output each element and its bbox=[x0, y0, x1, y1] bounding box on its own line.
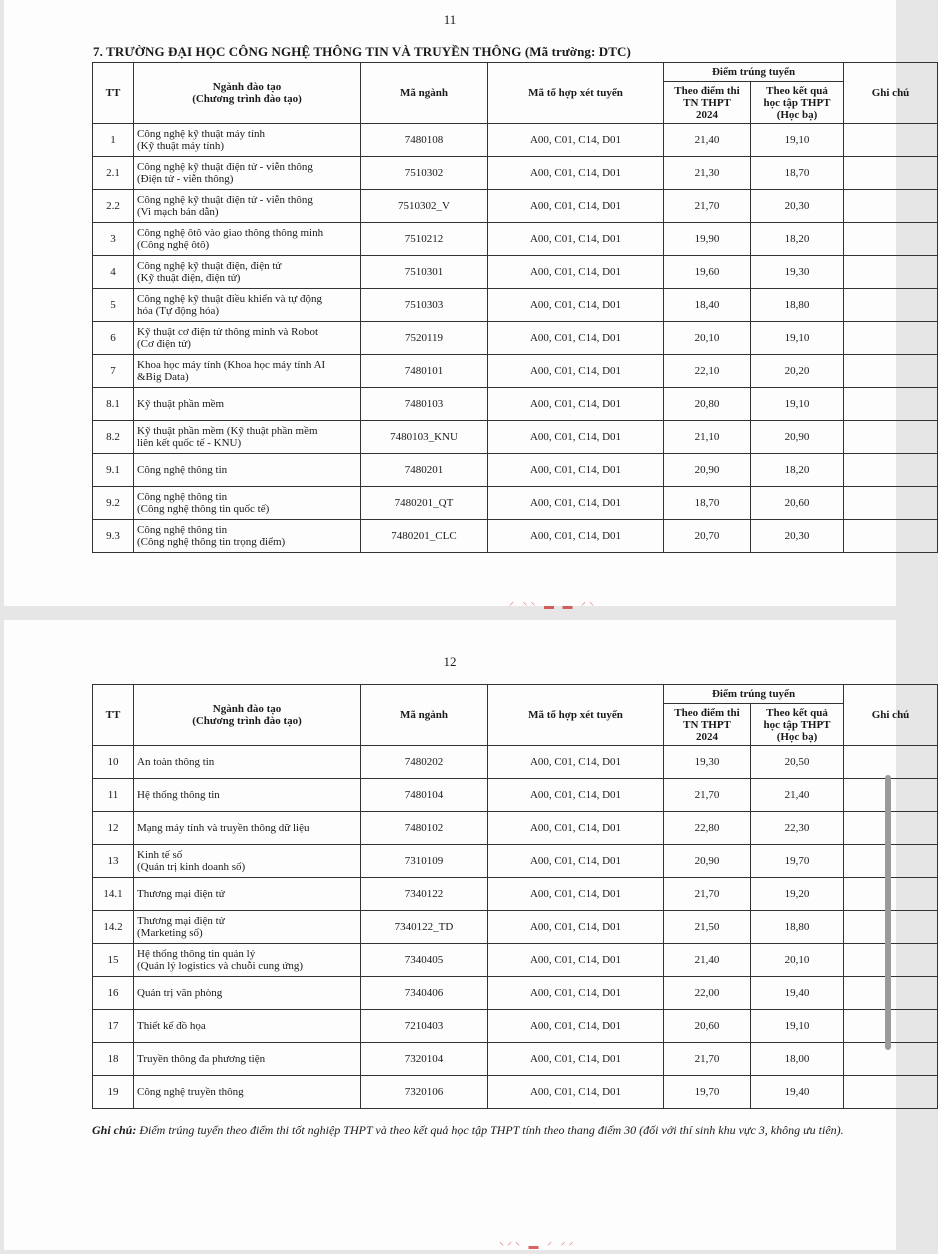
cell-diem-hoc-ba: 19,40 bbox=[751, 977, 844, 1010]
page-number: 12 bbox=[443, 654, 457, 669]
cell-diem-hoc-ba: 20,30 bbox=[751, 190, 844, 223]
scrollbar-thumb[interactable] bbox=[885, 775, 891, 1050]
cell-tt: 12 bbox=[93, 812, 134, 845]
table-row bbox=[93, 911, 938, 944]
cell-to-hop: A00, C01, C14, D01 bbox=[488, 746, 664, 779]
cell-diem-hoc-ba: 19,10 bbox=[751, 124, 844, 157]
cell-diem-thpt: 19,90 bbox=[664, 223, 751, 256]
header-ma-nganh: Mã ngành bbox=[361, 685, 488, 746]
cell-ghi-chu bbox=[844, 124, 938, 157]
cell-ma-nganh: 7340405 bbox=[361, 944, 488, 977]
cell-ghi-chu bbox=[844, 487, 938, 520]
cell-ma-nganh: 7510302 bbox=[361, 157, 488, 190]
cell-ghi-chu bbox=[844, 520, 938, 553]
header-ghi-chu: Ghi chú bbox=[844, 63, 938, 124]
table-row bbox=[93, 289, 938, 322]
cell-to-hop: A00, C01, C14, D01 bbox=[488, 1043, 664, 1076]
cell-tt: 4 bbox=[93, 256, 134, 289]
cell-diem-hoc-ba: 18,00 bbox=[751, 1043, 844, 1076]
cell-diem-hoc-ba: 19,70 bbox=[751, 845, 844, 878]
cell-nganh bbox=[134, 746, 361, 779]
cell-ghi-chu bbox=[844, 190, 938, 223]
cell-nganh bbox=[134, 944, 361, 977]
table-row bbox=[93, 157, 938, 190]
table-row bbox=[93, 878, 938, 911]
cell-nganh bbox=[134, 1010, 361, 1043]
cell-to-hop: A00, C01, C14, D01 bbox=[488, 845, 664, 878]
program-name: Công nghệ kỹ thuật máy tính bbox=[137, 128, 266, 140]
program-name: Kỹ thuật phần mềm (Kỹ thuật phần mềm bbox=[137, 425, 318, 437]
cell-ma-nganh: 7480102 bbox=[361, 812, 488, 845]
header-diem-trung-tuyen: Điểm trúng tuyển bbox=[664, 63, 844, 82]
cell-diem-thpt: 20,90 bbox=[664, 454, 751, 487]
program-name: Công nghệ truyền thông bbox=[137, 1086, 244, 1098]
program-name: Công nghệ thông tin bbox=[137, 524, 228, 536]
cell-ma-nganh: 7510212 bbox=[361, 223, 488, 256]
admission-score-table-1 bbox=[92, 62, 938, 553]
cell-ghi-chu bbox=[844, 421, 938, 454]
cell-nganh bbox=[134, 355, 361, 388]
program-subname: liên kết quốc tế - KNU) bbox=[137, 437, 242, 449]
program-subname: (Kỹ thuật máy tính) bbox=[137, 140, 225, 152]
cell-diem-hoc-ba: 19,10 bbox=[751, 388, 844, 421]
program-name: Quản trị văn phòng bbox=[137, 987, 223, 999]
cell-to-hop: A00, C01, C14, D01 bbox=[488, 256, 664, 289]
cell-to-hop: A00, C01, C14, D01 bbox=[488, 878, 664, 911]
page-number: 11 bbox=[443, 12, 457, 27]
program-name: Kinh tế số bbox=[137, 849, 183, 861]
cell-tt: 5 bbox=[93, 289, 134, 322]
cell-nganh bbox=[134, 421, 361, 454]
header-tt: TT bbox=[93, 685, 134, 746]
cell-tt: 9.3 bbox=[93, 520, 134, 553]
cell-ma-nganh: 7480103_KNU bbox=[361, 421, 488, 454]
cell-nganh bbox=[134, 878, 361, 911]
cell-ghi-chu bbox=[844, 454, 938, 487]
document-page-12 bbox=[4, 620, 910, 1252]
cell-ma-nganh: 7320104 bbox=[361, 1043, 488, 1076]
cell-nganh bbox=[134, 977, 361, 1010]
cell-to-hop: A00, C01, C14, D01 bbox=[488, 289, 664, 322]
cell-to-hop: A00, C01, C14, D01 bbox=[488, 779, 664, 812]
program-name: Kỹ thuật phần mềm bbox=[137, 398, 225, 410]
cell-diem-thpt: 19,70 bbox=[664, 1076, 751, 1109]
cell-diem-thpt: 21,70 bbox=[664, 190, 751, 223]
header-ma-nganh: Mã ngành bbox=[361, 63, 488, 124]
cell-diem-hoc-ba: 19,10 bbox=[751, 322, 844, 355]
cell-ghi-chu bbox=[844, 289, 938, 322]
header-to-hop: Mã tổ hợp xét tuyển bbox=[488, 63, 664, 124]
cell-ghi-chu bbox=[844, 1076, 938, 1109]
cell-ma-nganh: 7480202 bbox=[361, 746, 488, 779]
cell-ma-nganh: 7210403 bbox=[361, 1010, 488, 1043]
table-row bbox=[93, 1043, 938, 1076]
table-row bbox=[93, 256, 938, 289]
cell-diem-thpt: 20,60 bbox=[664, 1010, 751, 1043]
cell-ma-nganh: 7340122_TD bbox=[361, 911, 488, 944]
program-subname: (Công nghệ thông tin quốc tế) bbox=[137, 503, 270, 515]
cell-diem-hoc-ba: 21,40 bbox=[751, 779, 844, 812]
section-title: 7. TRƯỜNG ĐẠI HỌC CÔNG NGHỆ THÔNG TIN VÀ TRUYỀN THÔNG (Mã trường: DTC) bbox=[93, 44, 631, 59]
program-name: Mạng máy tính và truyền thông dữ liệu bbox=[137, 822, 310, 834]
cell-diem-hoc-ba: 18,20 bbox=[751, 454, 844, 487]
cell-nganh bbox=[134, 520, 361, 553]
cell-diem-thpt: 18,70 bbox=[664, 487, 751, 520]
table-row bbox=[93, 1010, 938, 1043]
cell-tt: 9.1 bbox=[93, 454, 134, 487]
program-name: Hệ thống thông tin quản lý bbox=[137, 948, 256, 960]
cell-ghi-chu bbox=[844, 388, 938, 421]
document-page-11 bbox=[4, 0, 910, 612]
cell-to-hop: A00, C01, C14, D01 bbox=[488, 355, 664, 388]
cell-tt: 16 bbox=[93, 977, 134, 1010]
cell-diem-hoc-ba: 19,20 bbox=[751, 878, 844, 911]
cell-diem-hoc-ba: 19,10 bbox=[751, 1010, 844, 1043]
program-subname: (Quản lý logistics và chuỗi cung ứng) bbox=[137, 960, 304, 972]
program-subname: (Marketing số) bbox=[137, 927, 203, 939]
cell-nganh bbox=[134, 779, 361, 812]
program-subname: (Điện tử - viễn thông) bbox=[137, 173, 234, 185]
table-row bbox=[93, 454, 938, 487]
cell-to-hop: A00, C01, C14, D01 bbox=[488, 190, 664, 223]
program-subname: (Cơ điện tử) bbox=[137, 338, 191, 350]
cell-diem-thpt: 22,10 bbox=[664, 355, 751, 388]
cell-ghi-chu bbox=[844, 157, 938, 190]
stamp-mark: ⸍ ⸌⸌ ▬ ▬ ⸍⸌ bbox=[509, 601, 597, 612]
cell-tt: 15 bbox=[93, 944, 134, 977]
program-name: Thiết kế đồ họa bbox=[137, 1020, 206, 1032]
cell-to-hop: A00, C01, C14, D01 bbox=[488, 157, 664, 190]
program-name: Kỹ thuật cơ điện tử thông minh và Robot bbox=[137, 326, 319, 338]
program-name: An toàn thông tin bbox=[137, 756, 215, 768]
cell-tt: 14.2 bbox=[93, 911, 134, 944]
table-row bbox=[93, 944, 938, 977]
cell-diem-hoc-ba: 20,20 bbox=[751, 355, 844, 388]
program-name: Truyền thông đa phương tiện bbox=[137, 1053, 266, 1065]
program-subname: &Big Data) bbox=[137, 371, 189, 383]
header-thpt: Theo điểm thi TN THPT 2024 bbox=[664, 704, 751, 746]
cell-nganh bbox=[134, 812, 361, 845]
cell-ghi-chu bbox=[844, 746, 938, 779]
cell-tt: 8.2 bbox=[93, 421, 134, 454]
cell-nganh bbox=[134, 911, 361, 944]
cell-diem-thpt: 19,60 bbox=[664, 256, 751, 289]
cell-ghi-chu bbox=[844, 322, 938, 355]
header-ghi-chu: Ghi chú bbox=[844, 685, 938, 746]
table-row bbox=[93, 322, 938, 355]
header-hoc-ba: Theo kết quả học tập THPT (Học bạ) bbox=[751, 82, 844, 124]
cell-to-hop: A00, C01, C14, D01 bbox=[488, 454, 664, 487]
program-name: Công nghệ ôtô vào giao thông thông minh bbox=[137, 227, 324, 239]
cell-diem-thpt: 22,80 bbox=[664, 812, 751, 845]
cell-diem-thpt: 21,40 bbox=[664, 124, 751, 157]
cell-diem-hoc-ba: 18,70 bbox=[751, 157, 844, 190]
program-name: Công nghệ kỹ thuật điện tử - viễn thông bbox=[137, 194, 313, 206]
table-row bbox=[93, 223, 938, 256]
program-name: Công nghệ thông tin bbox=[137, 464, 228, 476]
program-name: Thương mại điện tử bbox=[137, 915, 225, 927]
program-subname: (Quản trị kinh doanh số) bbox=[137, 861, 246, 873]
program-subname: (Công nghệ ôtô) bbox=[137, 239, 210, 251]
cell-tt: 8.1 bbox=[93, 388, 134, 421]
cell-tt: 11 bbox=[93, 779, 134, 812]
stamp-mark: ⸌⸍⸌ ▬ ⸍ ⸍⸍ bbox=[499, 1241, 577, 1252]
cell-diem-hoc-ba: 19,40 bbox=[751, 1076, 844, 1109]
cell-diem-thpt: 21,30 bbox=[664, 157, 751, 190]
cell-diem-hoc-ba: 20,50 bbox=[751, 746, 844, 779]
cell-tt: 10 bbox=[93, 746, 134, 779]
cell-nganh bbox=[134, 845, 361, 878]
footnote-text: Điểm trúng tuyển theo điểm thi tốt nghiệp THPT và theo kết quả học tập THPT tính theo thang điểm 30 (đối với thí sinh khu vực 3, không ưu tiên). bbox=[136, 1123, 844, 1137]
cell-nganh bbox=[134, 1043, 361, 1076]
cell-diem-thpt: 19,30 bbox=[664, 746, 751, 779]
cell-diem-thpt: 21,50 bbox=[664, 911, 751, 944]
cell-ma-nganh: 7510303 bbox=[361, 289, 488, 322]
cell-ghi-chu bbox=[844, 223, 938, 256]
cell-nganh bbox=[134, 388, 361, 421]
cell-to-hop: A00, C01, C14, D01 bbox=[488, 421, 664, 454]
program-subname: (Vi mạch bán dẫn) bbox=[137, 206, 219, 218]
program-subname: hóa (Tự động hóa) bbox=[137, 305, 220, 317]
program-name: Công nghệ thông tin bbox=[137, 491, 228, 503]
cell-ma-nganh: 7480201_QT bbox=[361, 487, 488, 520]
cell-diem-thpt: 20,10 bbox=[664, 322, 751, 355]
table-row bbox=[93, 977, 938, 1010]
cell-to-hop: A00, C01, C14, D01 bbox=[488, 223, 664, 256]
cell-to-hop: A00, C01, C14, D01 bbox=[488, 977, 664, 1010]
cell-tt: 13 bbox=[93, 845, 134, 878]
program-name: Công nghệ kỹ thuật điện tử - viễn thông bbox=[137, 161, 313, 173]
program-name: Công nghệ kỹ thuật điều khiển và tự động bbox=[137, 293, 322, 305]
table-row bbox=[93, 124, 938, 157]
cell-nganh bbox=[134, 190, 361, 223]
table-row bbox=[93, 1076, 938, 1109]
cell-diem-thpt: 21,70 bbox=[664, 779, 751, 812]
cell-diem-hoc-ba: 18,80 bbox=[751, 289, 844, 322]
cell-to-hop: A00, C01, C14, D01 bbox=[488, 520, 664, 553]
cell-tt: 9.2 bbox=[93, 487, 134, 520]
cell-ma-nganh: 7510301 bbox=[361, 256, 488, 289]
header-to-hop: Mã tổ hợp xét tuyển bbox=[488, 685, 664, 746]
cell-nganh bbox=[134, 487, 361, 520]
cell-diem-hoc-ba: 20,60 bbox=[751, 487, 844, 520]
program-subname: (Công nghệ thông tin trọng điểm) bbox=[137, 536, 286, 548]
cell-nganh bbox=[134, 223, 361, 256]
cell-ma-nganh: 7340122 bbox=[361, 878, 488, 911]
table-row bbox=[93, 190, 938, 223]
cell-diem-hoc-ba: 18,20 bbox=[751, 223, 844, 256]
cell-diem-thpt: 21,70 bbox=[664, 878, 751, 911]
table-row bbox=[93, 355, 938, 388]
cell-tt: 6 bbox=[93, 322, 134, 355]
cell-nganh bbox=[134, 454, 361, 487]
cell-nganh bbox=[134, 256, 361, 289]
cell-to-hop: A00, C01, C14, D01 bbox=[488, 1076, 664, 1109]
cell-ghi-chu bbox=[844, 355, 938, 388]
cell-ma-nganh: 7340406 bbox=[361, 977, 488, 1010]
cell-to-hop: A00, C01, C14, D01 bbox=[488, 124, 664, 157]
cell-diem-hoc-ba: 20,30 bbox=[751, 520, 844, 553]
cell-nganh bbox=[134, 322, 361, 355]
cell-tt: 1 bbox=[93, 124, 134, 157]
table-row bbox=[93, 845, 938, 878]
cell-ma-nganh: 7480101 bbox=[361, 355, 488, 388]
header-tt: TT bbox=[93, 63, 134, 124]
cell-ma-nganh: 7480201_CLC bbox=[361, 520, 488, 553]
cell-diem-hoc-ba: 19,30 bbox=[751, 256, 844, 289]
cell-diem-thpt: 22,00 bbox=[664, 977, 751, 1010]
cell-ma-nganh: 7320106 bbox=[361, 1076, 488, 1109]
cell-tt: 19 bbox=[93, 1076, 134, 1109]
cell-nganh bbox=[134, 157, 361, 190]
cell-diem-thpt: 21,10 bbox=[664, 421, 751, 454]
cell-diem-hoc-ba: 20,10 bbox=[751, 944, 844, 977]
cell-tt: 2.1 bbox=[93, 157, 134, 190]
header-thpt: Theo điểm thi TN THPT 2024 bbox=[664, 82, 751, 124]
cell-diem-hoc-ba: 18,80 bbox=[751, 911, 844, 944]
cell-tt: 3 bbox=[93, 223, 134, 256]
cell-diem-thpt: 18,40 bbox=[664, 289, 751, 322]
cell-ma-nganh: 7480201 bbox=[361, 454, 488, 487]
table-row bbox=[93, 487, 938, 520]
cell-diem-thpt: 20,70 bbox=[664, 520, 751, 553]
cell-nganh bbox=[134, 1076, 361, 1109]
cell-tt: 14.1 bbox=[93, 878, 134, 911]
cell-to-hop: A00, C01, C14, D01 bbox=[488, 1010, 664, 1043]
footnote-label: Ghi chú: bbox=[92, 1123, 137, 1137]
cell-to-hop: A00, C01, C14, D01 bbox=[488, 911, 664, 944]
cell-to-hop: A00, C01, C14, D01 bbox=[488, 812, 664, 845]
cell-diem-thpt: 20,90 bbox=[664, 845, 751, 878]
cell-ma-nganh: 7480104 bbox=[361, 779, 488, 812]
cell-diem-hoc-ba: 22,30 bbox=[751, 812, 844, 845]
program-name: Công nghệ kỹ thuật điện, điện tử bbox=[137, 260, 282, 272]
cell-to-hop: A00, C01, C14, D01 bbox=[488, 487, 664, 520]
program-name: Thương mại điện tử bbox=[137, 888, 225, 900]
header-diem-trung-tuyen: Điểm trúng tuyển bbox=[664, 685, 844, 704]
program-name: Hệ thống thông tin bbox=[137, 789, 220, 801]
cell-ma-nganh: 7480108 bbox=[361, 124, 488, 157]
cell-tt: 7 bbox=[93, 355, 134, 388]
header-nganh: Ngành đào tạo (Chương trình đào tạo) bbox=[134, 63, 361, 124]
cell-ma-nganh: 7310109 bbox=[361, 845, 488, 878]
cell-diem-thpt: 20,80 bbox=[664, 388, 751, 421]
table-row bbox=[93, 520, 938, 553]
cell-diem-thpt: 21,40 bbox=[664, 944, 751, 977]
cell-to-hop: A00, C01, C14, D01 bbox=[488, 322, 664, 355]
header-hoc-ba: Theo kết quả học tập THPT (Học bạ) bbox=[751, 704, 844, 746]
cell-diem-thpt: 21,70 bbox=[664, 1043, 751, 1076]
program-name: Khoa học máy tính (Khoa học máy tính AI bbox=[137, 359, 326, 371]
cell-tt: 17 bbox=[93, 1010, 134, 1043]
cell-to-hop: A00, C01, C14, D01 bbox=[488, 388, 664, 421]
cell-to-hop: A00, C01, C14, D01 bbox=[488, 944, 664, 977]
cell-nganh bbox=[134, 289, 361, 322]
cell-ghi-chu bbox=[844, 256, 938, 289]
cell-nganh bbox=[134, 124, 361, 157]
table-row bbox=[93, 388, 938, 421]
admission-score-table-2 bbox=[92, 684, 938, 1109]
footnote bbox=[92, 1122, 852, 1138]
cell-tt: 18 bbox=[93, 1043, 134, 1076]
header-nganh: Ngành đào tạo (Chương trình đào tạo) bbox=[134, 685, 361, 746]
cell-ma-nganh: 7520119 bbox=[361, 322, 488, 355]
cell-tt: 2.2 bbox=[93, 190, 134, 223]
table-row bbox=[93, 779, 938, 812]
cell-ma-nganh: 7480103 bbox=[361, 388, 488, 421]
cell-ma-nganh: 7510302_V bbox=[361, 190, 488, 223]
cell-diem-hoc-ba: 20,90 bbox=[751, 421, 844, 454]
table-row bbox=[93, 421, 938, 454]
table-row bbox=[93, 746, 938, 779]
table-row bbox=[93, 812, 938, 845]
program-subname: (Kỹ thuật điện, điện tử) bbox=[137, 272, 241, 284]
